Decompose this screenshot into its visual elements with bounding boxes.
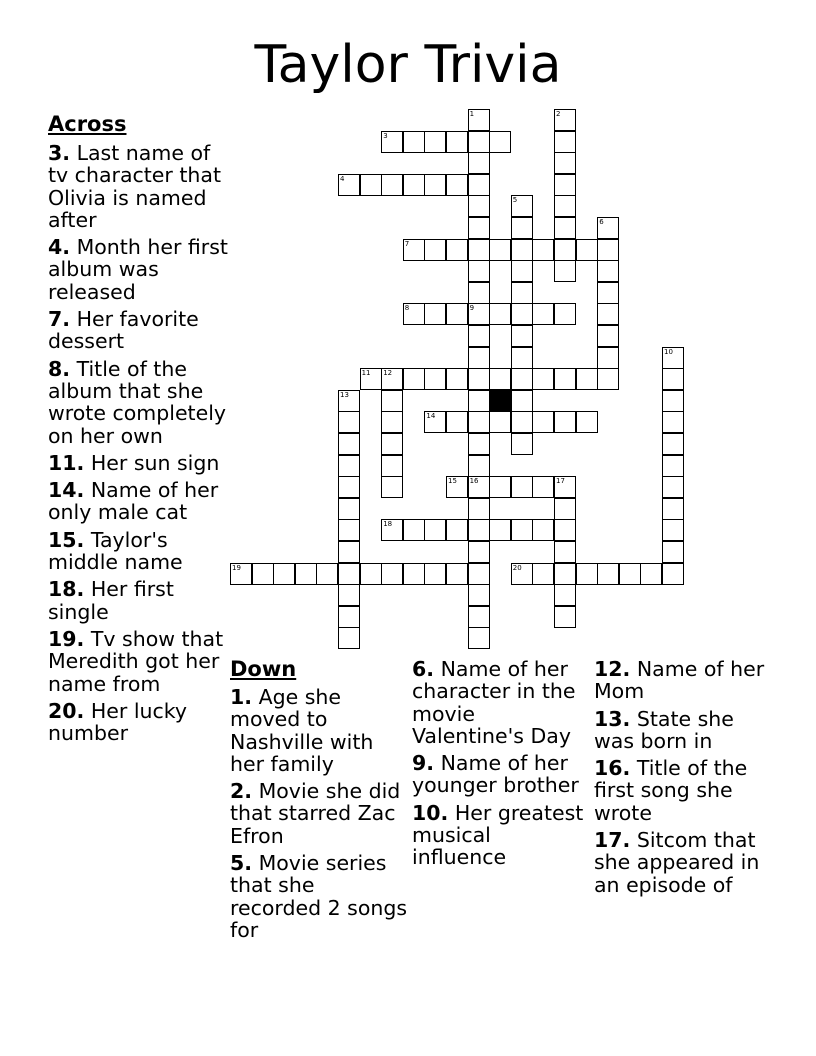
clue-number: 17. — [594, 828, 631, 853]
clue-number: 10. — [412, 800, 449, 825]
grid-cell[interactable] — [489, 411, 511, 433]
grid-cell[interactable] — [446, 131, 468, 153]
clue-number: 2. — [230, 779, 253, 804]
clue-text: Name of her Mom — [594, 657, 765, 704]
grid-cell[interactable] — [338, 455, 360, 477]
grid-cell[interactable] — [468, 174, 490, 196]
grid-cell[interactable] — [554, 584, 576, 606]
clue-text: Her lucky number — [48, 698, 188, 746]
grid-cell[interactable] — [381, 131, 403, 153]
clue-text: Her favorite dessert — [48, 307, 199, 354]
grid-cell[interactable] — [511, 433, 533, 455]
grid-cell[interactable] — [576, 563, 598, 585]
grid-cell[interactable] — [662, 541, 684, 563]
down-clue-list-1 — [230, 686, 408, 946]
grid-cell[interactable] — [489, 131, 511, 153]
grid-cell[interactable] — [511, 390, 533, 412]
grid-cell[interactable] — [662, 563, 684, 585]
grid-cell[interactable] — [468, 325, 490, 347]
grid-cell[interactable] — [511, 347, 533, 369]
grid-cell[interactable] — [532, 476, 554, 498]
grid-cell[interactable] — [403, 368, 425, 390]
clue-text: Name of her only male cat — [48, 478, 219, 525]
grid-cell[interactable] — [576, 368, 598, 390]
grid-cell[interactable] — [468, 563, 490, 585]
grid-cell[interactable] — [511, 476, 533, 498]
grid-cell[interactable] — [446, 303, 468, 325]
grid-cell[interactable] — [468, 131, 490, 153]
grid-cell[interactable] — [489, 239, 511, 261]
grid-cell[interactable] — [381, 411, 403, 433]
grid-cell[interactable] — [554, 239, 576, 261]
clue-number: 15. — [48, 527, 85, 552]
grid-cell[interactable] — [489, 303, 511, 325]
grid-cell[interactable] — [381, 368, 403, 390]
grid-cell[interactable] — [424, 519, 446, 541]
clue-text: Name of her younger brother — [412, 751, 579, 798]
grid-cell[interactable] — [403, 563, 425, 585]
grid-cell[interactable] — [468, 498, 490, 520]
cell-number: 19 — [232, 563, 241, 572]
cell-number: 7 — [404, 239, 410, 248]
grid-cell[interactable] — [338, 541, 360, 563]
clue-text: Taylor's middle name — [48, 527, 183, 575]
down-clue — [594, 757, 774, 824]
grid-cell[interactable] — [468, 368, 490, 390]
grid-cell[interactable] — [338, 584, 360, 606]
grid-cell[interactable] — [554, 131, 576, 153]
grid-cell[interactable] — [468, 627, 490, 649]
clue-text: Tv show that Meredith got her name from — [48, 626, 224, 696]
down-clue — [412, 752, 590, 797]
grid-cell[interactable] — [511, 411, 533, 433]
clue-text: Sitcom that she appeared in an episode of — [594, 828, 760, 897]
down-heading: Down — [230, 657, 297, 681]
across-heading: Across — [48, 112, 127, 136]
grid-cell[interactable] — [554, 174, 576, 196]
grid-cell[interactable] — [511, 325, 533, 347]
grid-cell[interactable] — [338, 498, 360, 520]
grid-cell[interactable] — [511, 282, 533, 304]
grid-cell[interactable] — [554, 195, 576, 217]
grid-cell[interactable] — [381, 519, 403, 541]
grid-cell[interactable] — [468, 606, 490, 628]
grid-cell[interactable] — [403, 303, 425, 325]
grid-cell[interactable] — [554, 411, 576, 433]
grid-cell[interactable] — [424, 563, 446, 585]
clue-text: Age she moved to Nashville with her family — [230, 685, 374, 776]
across-clue-list — [48, 142, 228, 749]
down-clue — [230, 852, 408, 941]
clue-number: 16. — [594, 756, 631, 781]
grid-cell[interactable] — [468, 541, 490, 563]
grid-cell[interactable] — [360, 563, 382, 585]
grid-cell[interactable] — [424, 174, 446, 196]
clue-text: Title of the first song she wrote — [594, 756, 748, 825]
grid-cell[interactable] — [446, 239, 468, 261]
grid-cell[interactable] — [511, 303, 533, 325]
across-clue — [48, 142, 228, 231]
grid-cell[interactable] — [554, 541, 576, 563]
grid-cell[interactable] — [468, 411, 490, 433]
across-clue — [48, 529, 228, 574]
grid-cell[interactable] — [532, 519, 554, 541]
grid-cell[interactable] — [576, 411, 598, 433]
grid-cell[interactable] — [468, 152, 490, 174]
grid-cell[interactable] — [338, 411, 360, 433]
grid-cell[interactable] — [489, 476, 511, 498]
grid-cell[interactable] — [640, 563, 662, 585]
grid-cell[interactable] — [468, 260, 490, 282]
clue-number: 5. — [230, 851, 253, 876]
grid-cell[interactable] — [252, 563, 274, 585]
across-clue — [48, 358, 228, 447]
grid-cell[interactable] — [532, 411, 554, 433]
grid-cell[interactable] — [532, 368, 554, 390]
grid-cell[interactable] — [489, 368, 511, 390]
grid-cell[interactable] — [446, 476, 468, 498]
grid-cell[interactable] — [446, 368, 468, 390]
grid-cell[interactable] — [273, 563, 295, 585]
grid-cell[interactable] — [662, 433, 684, 455]
grid-cell[interactable] — [554, 152, 576, 174]
grid-cell[interactable] — [468, 476, 490, 498]
down-clue — [412, 658, 590, 747]
grid-cell[interactable] — [662, 519, 684, 541]
clue-text: Her sun sign — [84, 450, 220, 475]
down-clue — [594, 829, 774, 896]
puzzle-title: Taylor Trivia — [254, 35, 562, 95]
grid-cell[interactable] — [230, 563, 252, 585]
grid-cell[interactable] — [554, 519, 576, 541]
grid-cell[interactable] — [424, 239, 446, 261]
grid-cell[interactable] — [360, 174, 382, 196]
down-clue — [230, 780, 408, 847]
grid-cell[interactable] — [424, 131, 446, 153]
grid-cell[interactable] — [468, 239, 490, 261]
grid-cell[interactable] — [511, 563, 533, 585]
grid-cell[interactable] — [662, 390, 684, 412]
clue-number: 11. — [48, 450, 85, 475]
grid-cell[interactable] — [532, 563, 554, 585]
grid-cell[interactable] — [597, 347, 619, 369]
grid-cell[interactable] — [554, 368, 576, 390]
grid-cell[interactable] — [381, 390, 403, 412]
clue-number: 14. — [48, 478, 85, 503]
grid-cell[interactable] — [446, 411, 468, 433]
grid-cell[interactable] — [511, 519, 533, 541]
grid-cell[interactable] — [338, 563, 360, 585]
cell-number: 2 — [556, 110, 561, 118]
grid-cell[interactable] — [662, 498, 684, 520]
across-clue — [48, 578, 228, 623]
cell-number: 5 — [512, 196, 518, 205]
grid-cell[interactable] — [554, 260, 576, 282]
down-clue-list-3 — [594, 658, 774, 901]
grid-cell[interactable] — [511, 239, 533, 261]
cell-number: 1 — [469, 110, 475, 118]
grid-cell[interactable] — [468, 195, 490, 217]
grid-cell[interactable] — [597, 260, 619, 282]
down-clue — [230, 686, 408, 775]
grid-cell[interactable] — [468, 390, 490, 412]
grid-cell[interactable] — [468, 303, 490, 325]
grid-cell[interactable] — [619, 563, 641, 585]
grid-cell[interactable] — [554, 303, 576, 325]
grid-cell[interactable] — [554, 498, 576, 520]
cell-number: 18 — [383, 520, 393, 529]
grid-cell[interactable] — [597, 217, 619, 239]
cell-number: 20 — [512, 563, 522, 572]
down-clue — [594, 708, 774, 753]
grid-cell[interactable] — [511, 368, 533, 390]
grid-cell[interactable] — [576, 239, 598, 261]
clue-text: Movie series that she recorded 2 songs for — [230, 851, 408, 942]
grid-cell[interactable] — [381, 455, 403, 477]
grid-cell[interactable] — [662, 411, 684, 433]
grid-cell[interactable] — [360, 368, 382, 390]
down-clue-list-2 — [412, 658, 590, 874]
grid-cell[interactable] — [662, 347, 684, 369]
cell-number: 13 — [340, 390, 349, 399]
grid-cell[interactable] — [597, 325, 619, 347]
grid-cell[interactable] — [554, 217, 576, 239]
grid-cell[interactable] — [468, 584, 490, 606]
clue-number: 6. — [412, 657, 435, 681]
clue-number: 4. — [48, 235, 71, 260]
grid-cell[interactable] — [468, 433, 490, 455]
grid-cell[interactable] — [468, 519, 490, 541]
clue-number: 13. — [594, 706, 631, 731]
clue-number: 3. — [48, 141, 71, 165]
clue-number: 20. — [48, 698, 85, 723]
cell-number: 16 — [469, 477, 479, 486]
grid-cell[interactable] — [597, 563, 619, 585]
clue-text: Name of her character in the movie Valentine's Day — [412, 657, 576, 748]
across-clue — [48, 479, 228, 524]
grid-cell[interactable] — [381, 174, 403, 196]
grid-cell[interactable] — [489, 519, 511, 541]
grid-cell[interactable] — [511, 217, 533, 239]
grid-cell[interactable] — [403, 239, 425, 261]
grid-cell[interactable] — [532, 239, 554, 261]
clue-text: Movie she did that starred Zac Efron — [230, 779, 401, 848]
cell-number: 3 — [383, 131, 388, 140]
clue-text: Month her first album was released — [48, 235, 228, 304]
grid-cell[interactable] — [662, 455, 684, 477]
clue-number: 1. — [230, 685, 253, 709]
grid-cell[interactable] — [403, 131, 425, 153]
clue-text: Her greatest musical influence — [412, 800, 584, 870]
clue-number: 19. — [48, 626, 85, 651]
cell-number: 17 — [556, 477, 565, 486]
grid-cell[interactable] — [403, 174, 425, 196]
grid-cell[interactable] — [468, 282, 490, 304]
cell-number: 10 — [664, 347, 673, 356]
grid-cell[interactable] — [597, 282, 619, 304]
grid-cell[interactable] — [338, 433, 360, 455]
clue-number: 7. — [48, 307, 71, 332]
grid-cell[interactable] — [468, 109, 490, 131]
cell-number: 6 — [599, 218, 604, 226]
down-clue — [412, 802, 590, 869]
grid-cell[interactable] — [468, 455, 490, 477]
clue-text: State she was born in — [594, 706, 734, 753]
grid-cell[interactable] — [424, 411, 446, 433]
grid-cell[interactable] — [597, 368, 619, 390]
clue-text: Her first single — [48, 577, 174, 624]
grid-cell[interactable] — [554, 563, 576, 585]
grid-cell[interactable] — [511, 195, 533, 217]
grid-cell[interactable] — [338, 476, 360, 498]
grid-cell[interactable] — [554, 476, 576, 498]
grid-cell[interactable] — [446, 174, 468, 196]
grid-cell[interactable] — [554, 606, 576, 628]
across-clue — [48, 700, 228, 745]
down-clue — [594, 658, 774, 703]
across-clue — [48, 452, 228, 474]
cell-number: 4 — [340, 174, 345, 183]
grid-cell[interactable] — [532, 303, 554, 325]
black-square — [489, 390, 511, 412]
clue-number: 12. — [594, 657, 631, 681]
cell-number: 12 — [383, 369, 393, 378]
grid-cell[interactable] — [424, 303, 446, 325]
across-clue — [48, 308, 228, 353]
grid-cell[interactable] — [381, 433, 403, 455]
grid-cell[interactable] — [424, 368, 446, 390]
grid-cell[interactable] — [446, 519, 468, 541]
grid-cell[interactable] — [295, 563, 317, 585]
grid-cell[interactable] — [338, 390, 360, 412]
cell-number: 9 — [469, 304, 475, 313]
across-clue — [48, 236, 228, 303]
grid-cell[interactable] — [446, 563, 468, 585]
across-clue — [48, 628, 228, 695]
cell-number: 15 — [448, 477, 457, 486]
cell-number: 14 — [426, 412, 436, 421]
grid-cell[interactable] — [597, 239, 619, 261]
grid-cell[interactable] — [554, 109, 576, 131]
clue-number: 18. — [48, 577, 85, 602]
grid-cell[interactable] — [662, 368, 684, 390]
grid-cell[interactable] — [662, 476, 684, 498]
cell-number: 8 — [404, 304, 410, 313]
grid-cell[interactable] — [381, 476, 403, 498]
grid-cell[interactable] — [338, 627, 360, 649]
grid-cell[interactable] — [597, 303, 619, 325]
grid-cell[interactable] — [468, 347, 490, 369]
clue-text: Title of the album that she wrote completely on her own — [48, 356, 227, 448]
grid-cell[interactable] — [338, 606, 360, 628]
grid-cell[interactable] — [468, 217, 490, 239]
clue-number: 8. — [48, 356, 71, 381]
grid-cell[interactable] — [511, 260, 533, 282]
grid-cell[interactable] — [338, 519, 360, 541]
clue-text: Last name of tv character that Olivia is named after — [48, 141, 221, 232]
grid-cell[interactable] — [381, 563, 403, 585]
cell-number: 11 — [361, 369, 371, 378]
grid-cell[interactable] — [316, 563, 338, 585]
clue-number: 9. — [412, 751, 435, 776]
grid-cell[interactable] — [338, 174, 360, 196]
grid-cell[interactable] — [403, 519, 425, 541]
